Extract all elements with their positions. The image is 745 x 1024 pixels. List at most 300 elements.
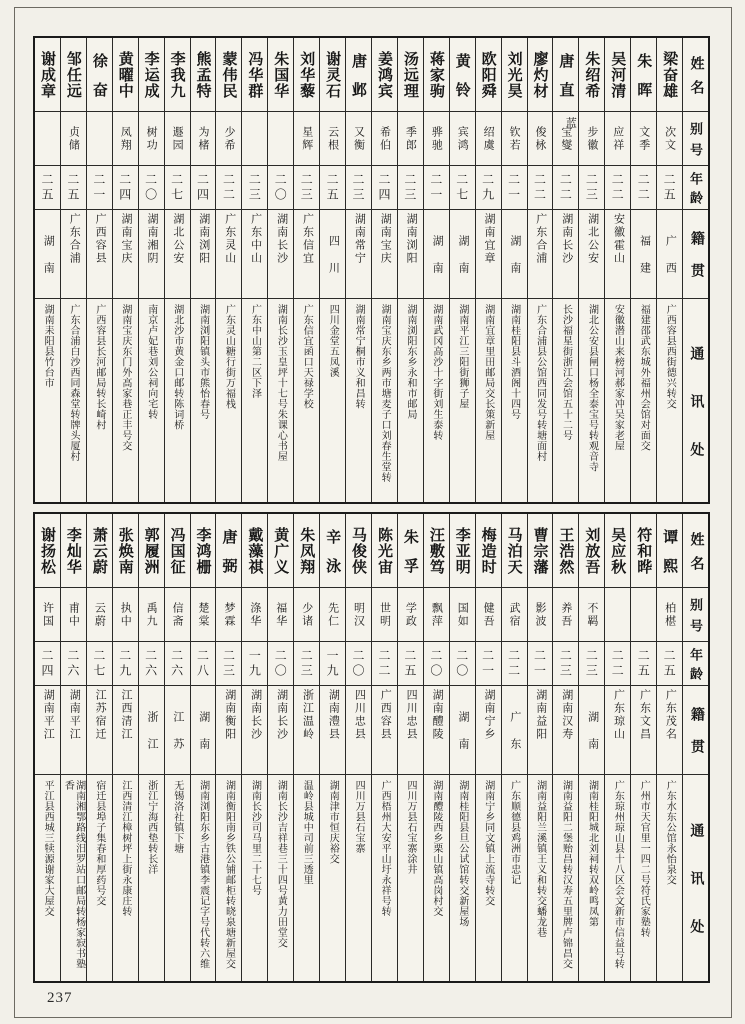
- directory-entry-column: [579, 38, 605, 502]
- entry-alias-cell: [113, 588, 138, 642]
- entry-native-place: 广东文昌: [638, 689, 651, 741]
- entry-address-cell: [113, 775, 138, 981]
- entry-native-place: 湖南: [431, 235, 444, 289]
- entry-alias: 信斋: [171, 601, 184, 628]
- entry-address: 长沙福星街浙江会馆五十二号: [560, 304, 572, 441]
- entry-age-cell: [139, 642, 164, 686]
- entry-address: 湖南浏阳镇头市熊怡春号: [197, 304, 209, 420]
- directory-entry-column: [398, 514, 424, 981]
- entry-native-cell: [346, 686, 371, 775]
- entry-native-cell: [631, 686, 656, 775]
- entry-name: 辛泳: [324, 528, 341, 587]
- entry-address: 湖南益阳二堡贻昌转汉寿五里牌卢锦昌交: [560, 780, 572, 969]
- entry-age-cell: [398, 642, 423, 686]
- entry-age: 二三: [351, 172, 366, 203]
- entry-native-cell: [61, 686, 86, 775]
- header-address-label: 通讯处: [688, 823, 704, 967]
- entry-native-place: 湖南: [586, 711, 599, 765]
- entry-name: 汪敷笃: [427, 526, 444, 575]
- directory-entry-column: [605, 514, 631, 981]
- entry-alias: 养吾: [559, 601, 572, 628]
- directory-entry-column: [139, 514, 165, 981]
- entry-address: 湖南平江三阳街狮子屋: [456, 304, 468, 409]
- entry-native-cell: [657, 210, 682, 299]
- directory-entry-column: [113, 38, 139, 502]
- entry-name: 郭履洲: [142, 526, 159, 575]
- entry-age: 二三: [584, 172, 599, 203]
- directory-entry-column: [87, 514, 113, 981]
- entry-alias-cell: [294, 112, 319, 166]
- entry-age: 二五: [402, 648, 417, 679]
- entry-alias-cell: [191, 112, 216, 166]
- entry-age: 二二: [506, 648, 521, 679]
- entry-name-cell: [139, 514, 164, 588]
- entry-name-cell: [398, 38, 423, 112]
- entry-age: 一九: [325, 648, 340, 679]
- entry-native-place: 四川: [327, 235, 340, 289]
- entry-native-place: 广西: [664, 235, 677, 289]
- header-native-cell: [683, 210, 708, 299]
- entry-alias: 武宿: [508, 601, 521, 628]
- entry-alias: 国如: [456, 601, 469, 628]
- entry-age: 一九: [247, 648, 262, 679]
- entry-alias-cell: [139, 588, 164, 642]
- directory-entry-column: [553, 514, 579, 981]
- entry-address: 安徽潜山来榜河郝家冲吴家老屋: [612, 304, 624, 451]
- entry-name: 黄曜中: [116, 50, 133, 99]
- entry-alias-cell: [528, 112, 553, 166]
- entry-alias: 凤翔: [119, 125, 132, 152]
- entry-age: 二五: [662, 648, 677, 679]
- entry-name-cell: [657, 514, 682, 588]
- entry-address-cell: [553, 775, 578, 981]
- header-address-label: 通讯处: [688, 345, 704, 490]
- entry-age-cell: [113, 642, 138, 686]
- entry-native-cell: [294, 686, 319, 775]
- entry-name-cell: [139, 38, 164, 112]
- header-age-label: 年龄: [688, 647, 704, 686]
- entry-alias: 应祥: [611, 125, 624, 152]
- header-age-cell: [683, 166, 708, 210]
- entry-name-cell: [61, 38, 86, 112]
- entry-alias: 星辉: [300, 125, 313, 152]
- entry-address: 广东合浦白沙西同森堂转牌头厦村: [68, 304, 79, 462]
- entry-native-cell: [476, 686, 501, 775]
- entry-age-cell: [579, 166, 604, 210]
- entry-address-cell: [61, 775, 86, 981]
- entry-age: 二三: [247, 172, 262, 203]
- entry-name: 李鸿栅: [194, 526, 211, 575]
- directory-entry-column: [450, 514, 476, 981]
- directory-entry-column: [631, 38, 657, 502]
- entry-native-place: 湖南宁乡: [482, 689, 495, 741]
- entry-address: 湖南长沙玉皇坪十七号朱课心书屋: [275, 304, 287, 462]
- entry-address-cell: [579, 299, 604, 502]
- entry-address-cell: [476, 299, 501, 502]
- entry-name: 朱国华: [272, 50, 289, 99]
- directory-entry-column: [320, 38, 346, 502]
- entry-name: 梅造时: [479, 526, 496, 575]
- entry-native-cell: [450, 210, 475, 299]
- entry-alias-cell: [372, 112, 397, 166]
- entry-alias: 世明: [378, 601, 391, 628]
- entry-name: 黄广义: [272, 526, 289, 575]
- directory-entry-column: [631, 514, 657, 981]
- entry-age: 二一: [480, 648, 495, 679]
- entry-name-cell: [502, 38, 527, 112]
- entry-address: 温岭县城中司前三透里: [301, 780, 313, 885]
- entry-address-cell: [216, 299, 241, 502]
- entry-name-cell: [216, 38, 241, 112]
- entry-native-place: 广东信宜: [301, 213, 314, 265]
- entry-native-place: 湖南长沙: [249, 689, 262, 741]
- entry-address-cell: [139, 299, 164, 502]
- entry-address-cell: [657, 775, 682, 981]
- entry-address: 湖南桂阳县斗酒阁十四号: [508, 304, 520, 420]
- entry-native-place: 广东琼山: [612, 689, 625, 741]
- entry-name-cell: [35, 514, 60, 588]
- entry-name: 熊孟特: [194, 50, 211, 99]
- directory-entry-column: [139, 38, 165, 502]
- entry-name: 朱晖: [635, 52, 652, 111]
- entry-alias-cell: [450, 112, 475, 166]
- entry-native-place: 四川忠县: [353, 689, 366, 741]
- entry-address-cell: [605, 299, 630, 502]
- directory-entry-column: [424, 38, 450, 502]
- entry-age-cell: [372, 166, 397, 210]
- entry-name: 李灿华: [64, 526, 81, 575]
- directory-entry-column: [35, 514, 61, 981]
- entry-address-cell: [657, 299, 682, 502]
- entry-address: 江西清江樟树坪上街永康庄转: [119, 780, 131, 917]
- entry-alias: 云根: [326, 125, 339, 152]
- entry-name-cell: [424, 38, 449, 112]
- entry-alias-cell: [657, 588, 682, 642]
- entry-native-place: 湖南益阳: [534, 689, 547, 741]
- entry-name: 冯国征: [168, 526, 185, 575]
- entry-address: 无锡洛社镇下塘: [171, 780, 183, 854]
- entry-alias: 骅驰: [430, 125, 443, 152]
- entry-alias: 云蔚: [93, 601, 106, 628]
- entry-native-place: 广东合浦: [534, 213, 547, 265]
- entry-age-cell: [502, 642, 527, 686]
- entry-native-place: 江西清江: [120, 689, 133, 741]
- entry-address: 湖南长沙吉祥巷三十四号黄力田堂交: [275, 780, 287, 948]
- entry-native-cell: [657, 686, 682, 775]
- entry-name-cell: [450, 38, 475, 112]
- entry-alias-cell: [372, 588, 397, 642]
- entry-address: 湖南宝庆东乡两市塘麦子口刘春生堂转: [379, 304, 391, 483]
- entry-native-place: 湖南宝庆: [120, 213, 133, 265]
- entry-alias-cell: [553, 112, 578, 166]
- entry-alias-cell: [165, 588, 190, 642]
- entry-age: 二一: [506, 172, 521, 203]
- entry-native-cell: [294, 210, 319, 299]
- entry-name-cell: [87, 514, 112, 588]
- entry-native-place: 湖南湘阴: [145, 213, 158, 265]
- entry-name-cell: [320, 38, 345, 112]
- entry-address: 广西梧州大安平山圩永祥号转: [379, 780, 391, 917]
- directory-entry-column: [372, 514, 398, 981]
- entry-age: 二九: [117, 648, 132, 679]
- entry-name-cell: [242, 514, 267, 588]
- entry-age: 二三: [221, 648, 236, 679]
- entry-native-cell: [631, 210, 656, 299]
- entry-native-place: 湖南宝庆: [379, 213, 392, 265]
- entry-name-cell: [631, 514, 656, 588]
- entry-alias-cell: [320, 588, 345, 642]
- entry-name-cell: [191, 38, 216, 112]
- header-name-cell: [683, 514, 708, 588]
- table-header-column: [683, 38, 708, 502]
- entry-native-place: 湖南醴陵: [431, 689, 444, 741]
- entry-age: 二〇: [428, 648, 443, 679]
- entry-name: 唐邺: [350, 52, 367, 111]
- directory-entry-column: [346, 514, 372, 981]
- entry-name-cell: [372, 514, 397, 588]
- entry-native-place: 湖南长沙: [560, 213, 573, 265]
- directory-entry-column: [165, 514, 191, 981]
- entry-address: 广州市天官里一四二号符氏家塾转: [638, 780, 650, 938]
- entry-age-cell: [139, 166, 164, 210]
- entry-address: 广东水东公馆永怡泉交: [664, 780, 676, 885]
- entry-alias-cell: [579, 588, 604, 642]
- entry-native-cell: [191, 210, 216, 299]
- entry-name: 欧阳舜: [479, 50, 496, 99]
- entry-age-cell: [165, 166, 190, 210]
- header-age-cell: [683, 642, 708, 686]
- entry-native-cell: [268, 686, 293, 775]
- entry-alias-cell: [631, 588, 656, 642]
- entry-native-place: 湖南衡阳: [223, 689, 236, 741]
- entry-native-cell: [502, 686, 527, 775]
- entry-alias-cell: [87, 112, 112, 166]
- entry-alias-cell: [242, 112, 267, 166]
- entry-address-cell: [87, 299, 112, 502]
- entry-name: 吴应秋: [609, 526, 626, 575]
- entry-alias-cell: [61, 112, 86, 166]
- entry-alias-cell: [268, 588, 293, 642]
- entry-age: 二四: [117, 172, 132, 203]
- directory-entry-column: [398, 38, 424, 502]
- entry-address-cell: [320, 775, 345, 981]
- entry-native-place: 湖南长沙: [275, 689, 288, 741]
- entry-name-cell: [346, 514, 371, 588]
- header-alias-cell: [683, 112, 708, 166]
- entry-address: 湖南津市恒庆裕交: [327, 780, 339, 864]
- header-address-cell: [683, 299, 708, 502]
- entry-alias: 树功: [145, 125, 158, 152]
- directory-entry-column: [216, 38, 242, 502]
- entry-address: 宿迁县埠子集春和厚药号交: [93, 780, 105, 906]
- entry-address-cell: [502, 775, 527, 981]
- directory-entry-column: [191, 38, 217, 502]
- entry-age-cell: [372, 642, 397, 686]
- entry-age: 二三: [299, 648, 314, 679]
- directory-entry-column: [87, 38, 113, 502]
- directory-entry-column: [657, 514, 683, 981]
- entry-age-cell: [605, 166, 630, 210]
- entry-alias-cell: [346, 112, 371, 166]
- entry-address-cell: [35, 775, 60, 981]
- entry-name-cell: [35, 38, 60, 112]
- directory-entry-column: [113, 514, 139, 981]
- entry-alias: 甫中: [67, 601, 80, 628]
- entry-native-cell: [242, 686, 267, 775]
- entry-address: 广西容县西街德兴转交: [664, 304, 676, 409]
- entry-address-cell: [346, 775, 371, 981]
- entry-age: 二七: [91, 648, 106, 679]
- entry-native-cell: [528, 210, 553, 299]
- entry-alias: 许国: [41, 601, 54, 628]
- directory-entry-column: [372, 38, 398, 502]
- entry-alias: 文季: [637, 125, 650, 152]
- entry-address-cell: [398, 299, 423, 502]
- entry-age: 二〇: [273, 648, 288, 679]
- entry-name: 徐奋: [90, 52, 107, 111]
- entry-alias-cell: [35, 112, 60, 166]
- entry-name: 谢扬松: [38, 526, 55, 575]
- entry-native-cell: [139, 686, 164, 775]
- directory-entry-column: [502, 514, 528, 981]
- directory-entry-column: [294, 514, 320, 981]
- entry-alias: 绍虞: [482, 125, 495, 152]
- entry-name: 马泊天: [505, 526, 522, 575]
- entry-age-cell: [424, 642, 449, 686]
- directory-table-upper: [33, 36, 710, 504]
- entry-alias-cell: [502, 112, 527, 166]
- entry-name-cell: [216, 514, 241, 588]
- entry-native-place: 湖南澧县: [327, 689, 340, 741]
- entry-age: 二四: [195, 172, 210, 203]
- directory-entry-column: [268, 38, 294, 502]
- entry-alias: 次文: [663, 125, 676, 152]
- entry-address-cell: [553, 299, 578, 502]
- entry-name: 萧云蔚: [90, 526, 107, 575]
- entry-native-place: 湖南: [508, 235, 521, 289]
- entry-age: 二〇: [273, 172, 288, 203]
- entry-age-cell: [191, 642, 216, 686]
- entry-native-cell: [579, 686, 604, 775]
- entry-age-cell: [476, 642, 501, 686]
- entry-address: 浙江宁海西垫转长洋: [145, 780, 157, 875]
- entry-native-place: 广东合浦: [68, 213, 81, 265]
- entry-address-cell: [113, 299, 138, 502]
- entry-alias: 执中: [119, 601, 132, 628]
- entry-native-place: 湖北公安: [171, 213, 184, 265]
- entry-alias-cell: [346, 588, 371, 642]
- directory-entry-column: [605, 38, 631, 502]
- entry-name: 刘光昊: [505, 50, 522, 99]
- entry-native-place: 湖南浏阳: [405, 213, 418, 265]
- entry-native-place: 湖南: [197, 711, 210, 765]
- entry-native-cell: [113, 686, 138, 775]
- entry-name-cell: [268, 38, 293, 112]
- entry-name-cell: [476, 38, 501, 112]
- entry-name: 谢灵石: [324, 50, 341, 99]
- entry-address: 湖南浏阳东乡永和市邮局: [404, 304, 416, 420]
- entry-age: 二一: [91, 172, 106, 203]
- entry-native-cell: [165, 686, 190, 775]
- entry-alias-cell: [657, 112, 682, 166]
- entry-name: 张焕南: [116, 526, 133, 575]
- entry-age: 二九: [480, 172, 495, 203]
- header-native-label: 籍贯: [688, 707, 704, 771]
- header-age-label: 年龄: [688, 171, 704, 210]
- entry-native-place: 福建: [638, 235, 651, 289]
- entry-age-cell: [113, 166, 138, 210]
- entry-native-cell: [605, 686, 630, 775]
- header-name-label: 姓名: [688, 55, 704, 104]
- entry-alias: 俊栐: [534, 125, 546, 152]
- entry-name-cell: [631, 38, 656, 112]
- header-alias-cell: [683, 588, 708, 642]
- entry-name-cell: [320, 514, 345, 588]
- entry-age: 二三: [558, 648, 573, 679]
- entry-age: 二二: [610, 172, 625, 203]
- entry-age: 二五: [39, 172, 54, 203]
- entry-alias-cell: [242, 588, 267, 642]
- entry-age-cell: [61, 166, 86, 210]
- entry-age-cell: [191, 166, 216, 210]
- entry-native-place: 湖南浏阳: [197, 213, 210, 265]
- entry-name: 李运成: [142, 50, 159, 99]
- entry-name: 梁奋雄: [661, 50, 678, 99]
- entry-native-cell: [139, 210, 164, 299]
- entry-address: 湖南衡阳南乡铁公铺邮柜转晓泉塘新屋交: [223, 780, 235, 969]
- entry-address-cell: [35, 299, 60, 502]
- entry-age: 二〇: [351, 648, 366, 679]
- entry-alias: 学政: [404, 601, 417, 628]
- entry-alias-cell: [139, 112, 164, 166]
- entry-name: 唐弼: [220, 528, 237, 587]
- entry-native-cell: [579, 210, 604, 299]
- entry-address-cell: [424, 299, 449, 502]
- entry-alias-cell: [216, 588, 241, 642]
- entry-native-cell: [528, 686, 553, 775]
- entry-native-place: 广西容县: [94, 213, 107, 265]
- entry-address-cell: [139, 775, 164, 981]
- entry-alias: 钦若: [508, 125, 521, 152]
- directory-entry-column: [268, 514, 294, 981]
- entry-native-place: 浙江温岭: [301, 689, 314, 741]
- entry-name-cell: [398, 514, 423, 588]
- entry-native-place: 广东茂名: [664, 689, 677, 741]
- entry-address: 湖南湘鄂路线汨罗站口邮局转杨家寂书塾香: [62, 780, 85, 969]
- directory-entry-column: [216, 514, 242, 981]
- directory-entry-column: [528, 514, 554, 981]
- entry-native-cell: [87, 686, 112, 775]
- entry-age-cell: [242, 642, 267, 686]
- header-name-cell: [683, 38, 708, 112]
- entry-age-cell: [216, 642, 241, 686]
- entry-native-place: 湖南: [457, 235, 470, 289]
- entry-name-cell: [657, 38, 682, 112]
- entry-address-cell: [528, 299, 553, 502]
- entry-name: 刘华藜: [298, 50, 315, 99]
- entry-native-place: 浙江: [145, 711, 158, 765]
- entry-native-place: 广东灵山: [223, 213, 236, 265]
- entry-address-cell: [320, 299, 345, 502]
- directory-entry-column: [35, 38, 61, 502]
- entry-age: 二八: [195, 648, 210, 679]
- entry-name: 王浩然: [557, 526, 574, 575]
- entry-age: 二二: [221, 172, 236, 203]
- entry-native-place: 江苏: [171, 711, 184, 765]
- header-address-cell: [683, 775, 708, 981]
- entry-alias: 少诸: [300, 601, 313, 628]
- entry-native-cell: [476, 210, 501, 299]
